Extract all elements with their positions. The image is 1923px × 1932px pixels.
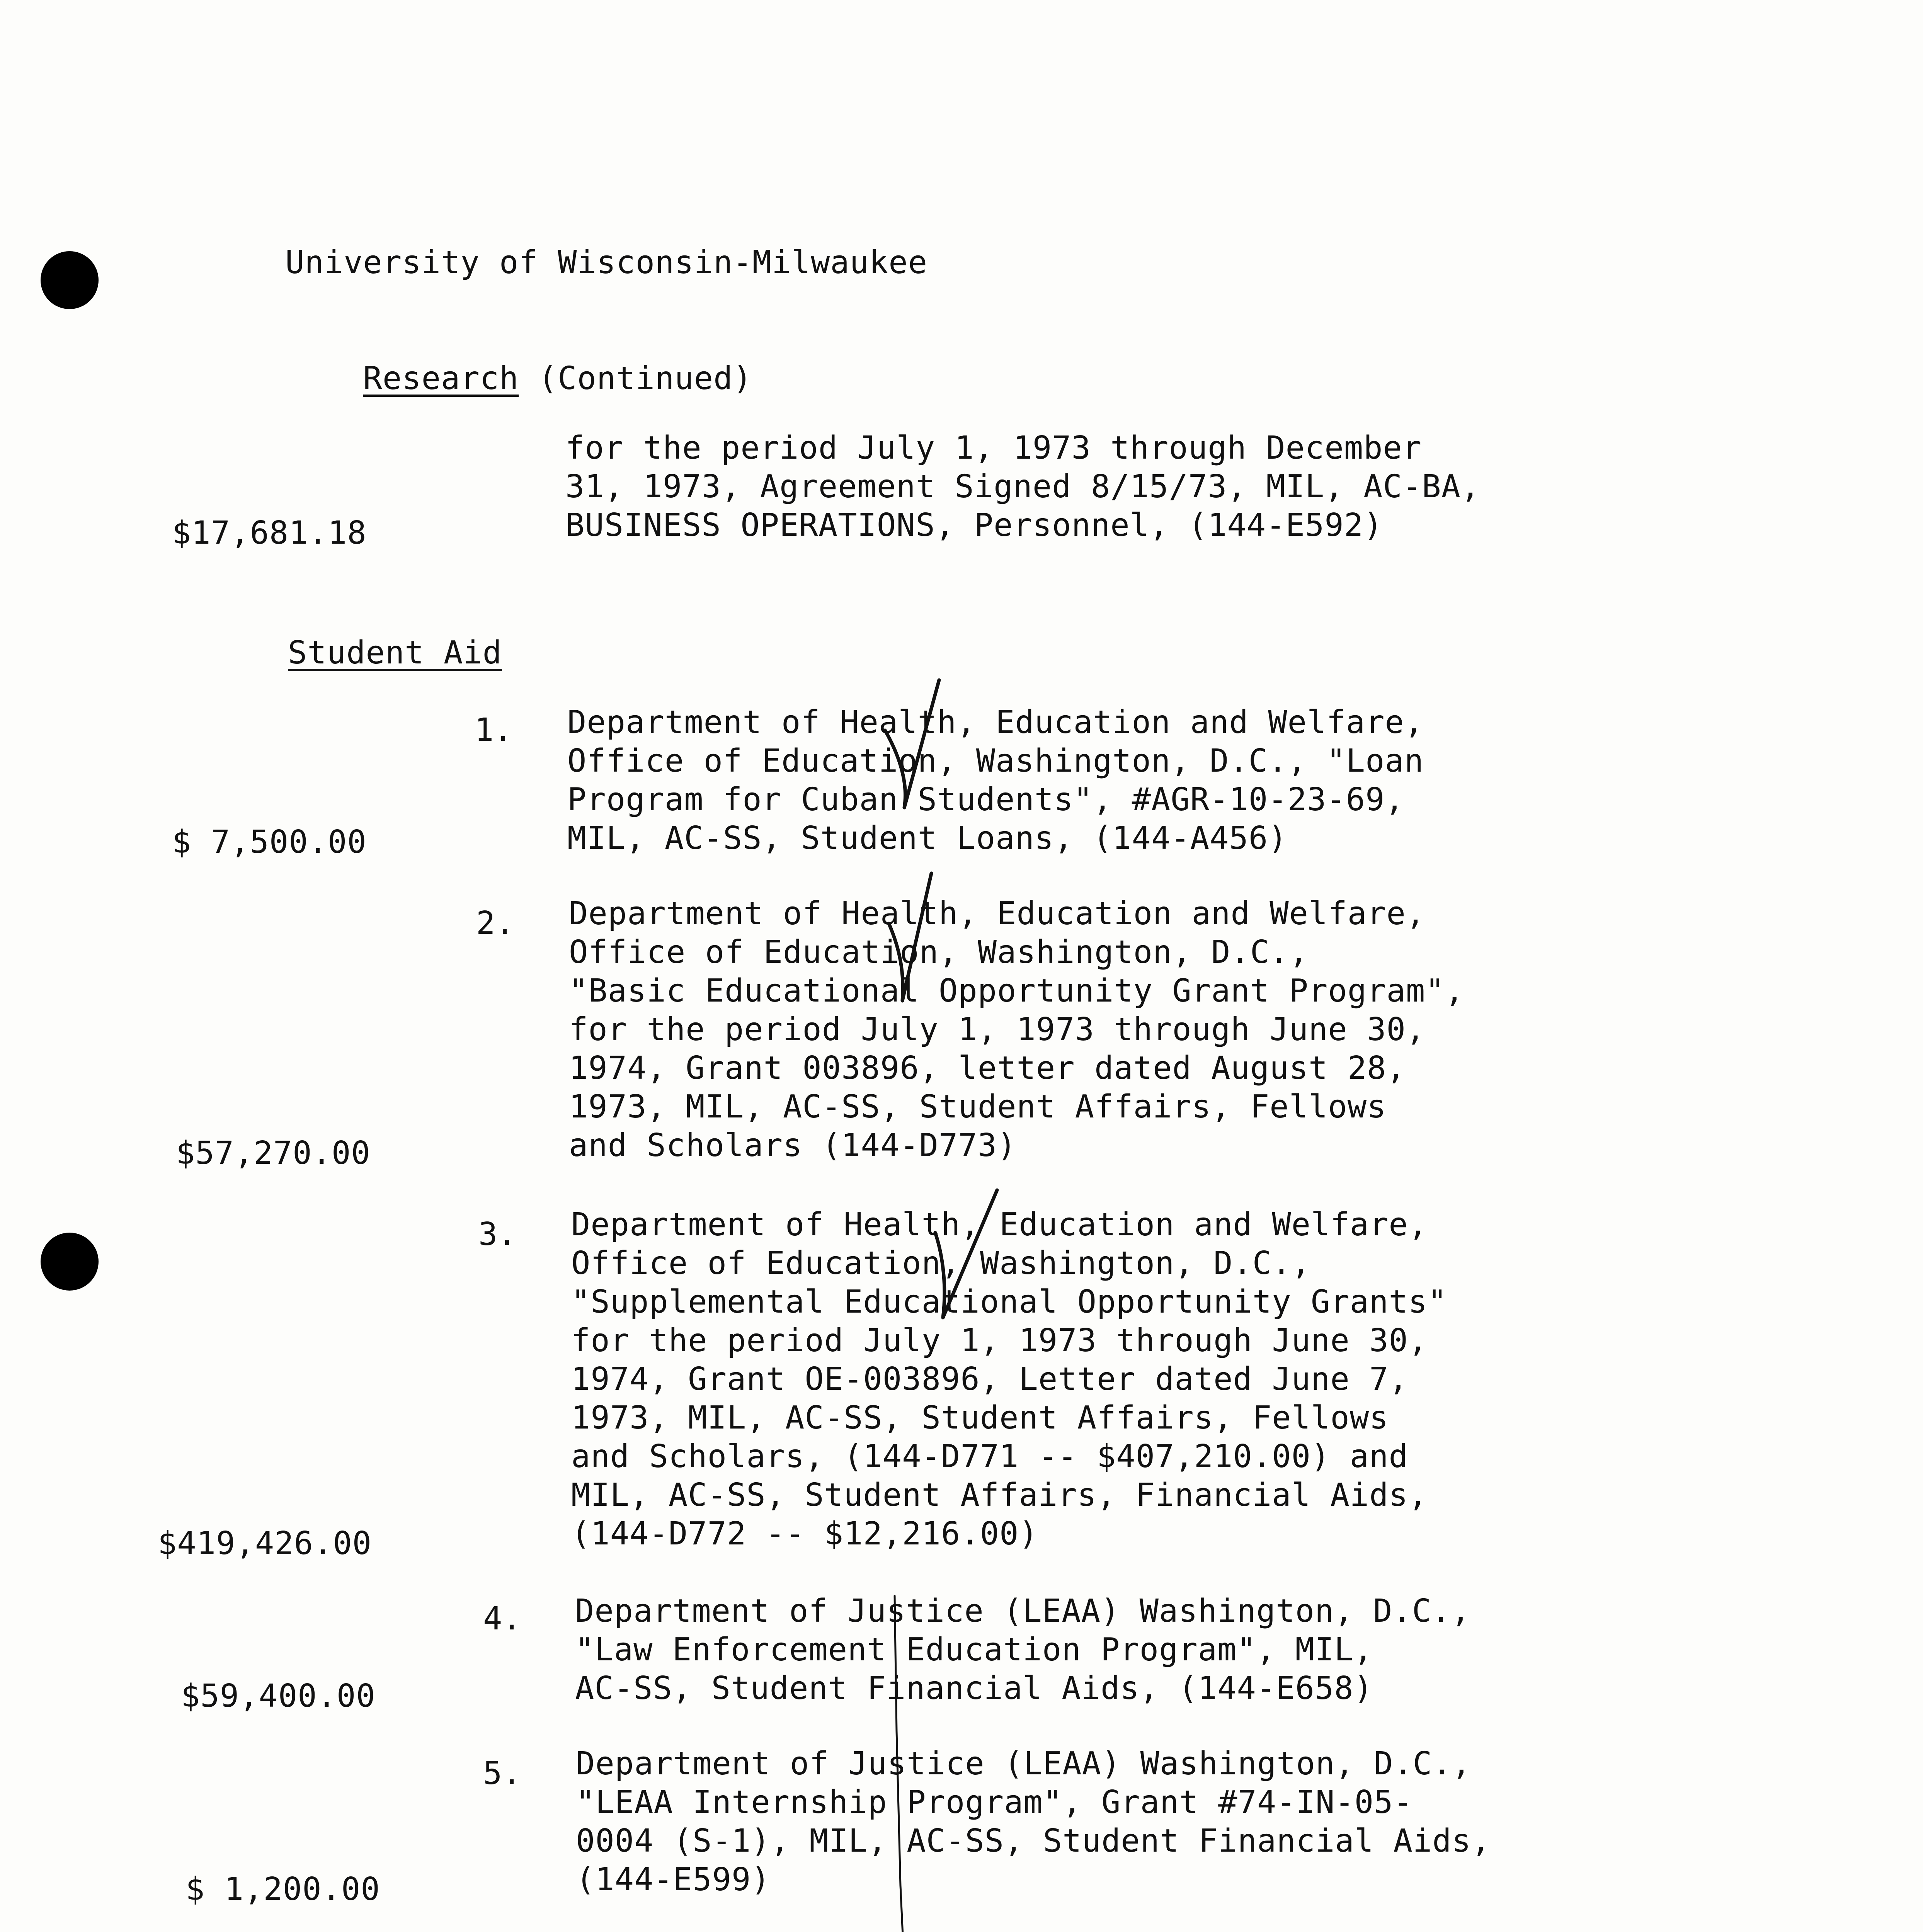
section-title: Research — [363, 360, 519, 397]
item-number-5: 5. — [483, 1755, 521, 1792]
item-number-2: 2. — [476, 905, 514, 942]
item-amount-5: $ 1,200.00 — [185, 1871, 380, 1908]
item-text-3: Department of Health, Education and Welfare, Office of Education, Washington, D.C., "Supplemental Educational Opportunity Grants" for the period July 1, 1973 through June 30, 1974, Grant OE-003896, Letter dated June 7, 1973, MIL, AC-SS, Student Affairs, Fellows and Scholars, (144-D771 -- $407,210.00) and MIL, AC-SS, Student Affairs, Financial Aids, (144-D772 -- $12,216.00) — [571, 1206, 1447, 1552]
item-number-4: 4. — [483, 1600, 521, 1637]
item-text-2: Department of Health, Education and Welfare, Office of Education, Washington, D.C., "Basic Educational Opportunity Grant Program", for the period July 1, 1973 through June 30, 1974, Grant 003896, letter dated August 28, 1973, MIL, AC-SS, Student Affairs, Fellows and Scholars (144-D773) — [569, 895, 1464, 1164]
institution-title: University of Wisconsin-Milwaukee — [285, 244, 928, 281]
item-text-5: Department of Justice (LEAA) Washington, D.C., "LEAA Internship Program", Grant #74-IN-05- 0004 (S-1), MIL, AC-SS, Student Financial Aids, (144-E599) — [576, 1745, 1491, 1898]
item-text-4: Department of Justice (LEAA) Washington, D.C., "Law Enforcement Education Program", MIL, AC-SS, Student Financial Aids, (144-E658) — [575, 1593, 1470, 1707]
item-amount-1: $ 7,500.00 — [172, 824, 367, 861]
section-note: (Continued) — [538, 360, 752, 397]
item-number-1: 1. — [475, 712, 513, 748]
student-aid-heading: Student Aid — [288, 634, 502, 671]
item-text-1: Department of Health, Education and Welfare, Office of Education, Washington, D.C., "Loan Program for Cuban Students", #AGR-10-23-69, MIL, AC-SS, Student Loans, (144-A456) — [567, 704, 1424, 857]
item-amount-3: $419,426.00 — [158, 1525, 372, 1562]
punch-hole-middle — [41, 1233, 99, 1291]
item-amount-2: $57,270.00 — [176, 1135, 371, 1172]
item-amount-4: $59,400.00 — [181, 1678, 376, 1714]
section-heading — [285, 321, 752, 437]
research-entry-amount: $17,681.18 — [172, 515, 367, 551]
item-number-3: 3. — [478, 1216, 517, 1253]
punch-hole-top — [41, 251, 99, 309]
research-entry-text: for the period July 1, 1973 through December 31, 1973, Agreement Signed 8/15/73, MIL, AC-BA, BUSINESS OPERATIONS, Personnel, (144-E592) — [565, 430, 1481, 544]
